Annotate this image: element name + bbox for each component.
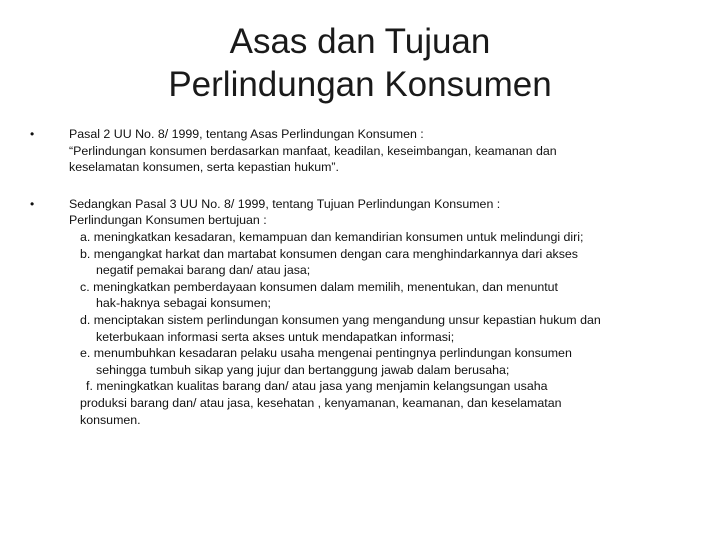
tujuan-item-f-cont: produksi barang dan/ atau jasa, kesehatan , kenyamanan, keamanan, dan keselamatan: [80, 395, 562, 410]
asas-line: “Perlindungan konsumen berdasarkan manfaat, keadilan, keseimbangan, keamanan dan: [69, 143, 557, 158]
bullet-dot: •: [30, 196, 35, 211]
tujuan-intro-line: Sedangkan Pasal 3 UU No. 8/ 1999, tentang Tujuan Perlindungan Konsumen :: [69, 196, 501, 211]
tujuan-item-a: a. meningkatkan kesadaran, kemampuan dan kemandirian konsumen untuk melindungi diri;: [80, 229, 584, 244]
title-line-2: Perlindungan Konsumen: [168, 65, 552, 104]
tujuan-item-e: e. menumbuhkan kesadaran pelaku usaha mengenai pentingnya perlindungan konsumen: [80, 346, 572, 361]
title-line-1: Asas dan Tujuan: [229, 22, 491, 61]
tujuan-item-b: b. mengangkat harkat dan martabat konsumen dengan cara menghindarkannya dari akses: [80, 246, 579, 261]
tujuan-intro-line: Perlindungan Konsumen bertujuan :: [69, 213, 267, 228]
slide-title: [60, 20, 660, 106]
bullet-tujuan: [30, 196, 670, 428]
bullet-asas: [30, 126, 670, 176]
tujuan-item-f: f. meningkatkan kualitas barang dan/ atau jasa yang menjamin kelangsungan usaha: [86, 379, 548, 394]
tujuan-item-f-cont: konsumen.: [80, 412, 141, 427]
tujuan-item-e-cont: sehingga tumbuh sikap yang jujur dan bertanggung jawab dalam berusaha;: [96, 362, 510, 377]
tujuan-item-b-cont: negatif pemakai barang dan/ atau jasa;: [96, 263, 311, 278]
bullet-dot: •: [30, 127, 35, 141]
asas-line: keselamatan konsumen, serta kepastian hukum”.: [69, 160, 339, 175]
bullet-list: [30, 126, 670, 428]
asas-line: Pasal 2 UU No. 8/ 1999, tentang Asas Perlindungan Konsumen :: [69, 127, 424, 141]
tujuan-item-d-cont: keterbukaan informasi serta akses untuk mendapatkan informasi;: [96, 329, 455, 344]
tujuan-item-c: c. meningkatkan pemberdayaan konsumen dalam memilih, menentukan, dan menuntut: [80, 279, 559, 294]
tujuan-item-d: d. menciptakan sistem perlindungan konsumen yang mengandung unsur kepastian hukum dan: [80, 312, 601, 327]
tujuan-item-c-cont: hak-haknya sebagai konsumen;: [96, 296, 271, 311]
